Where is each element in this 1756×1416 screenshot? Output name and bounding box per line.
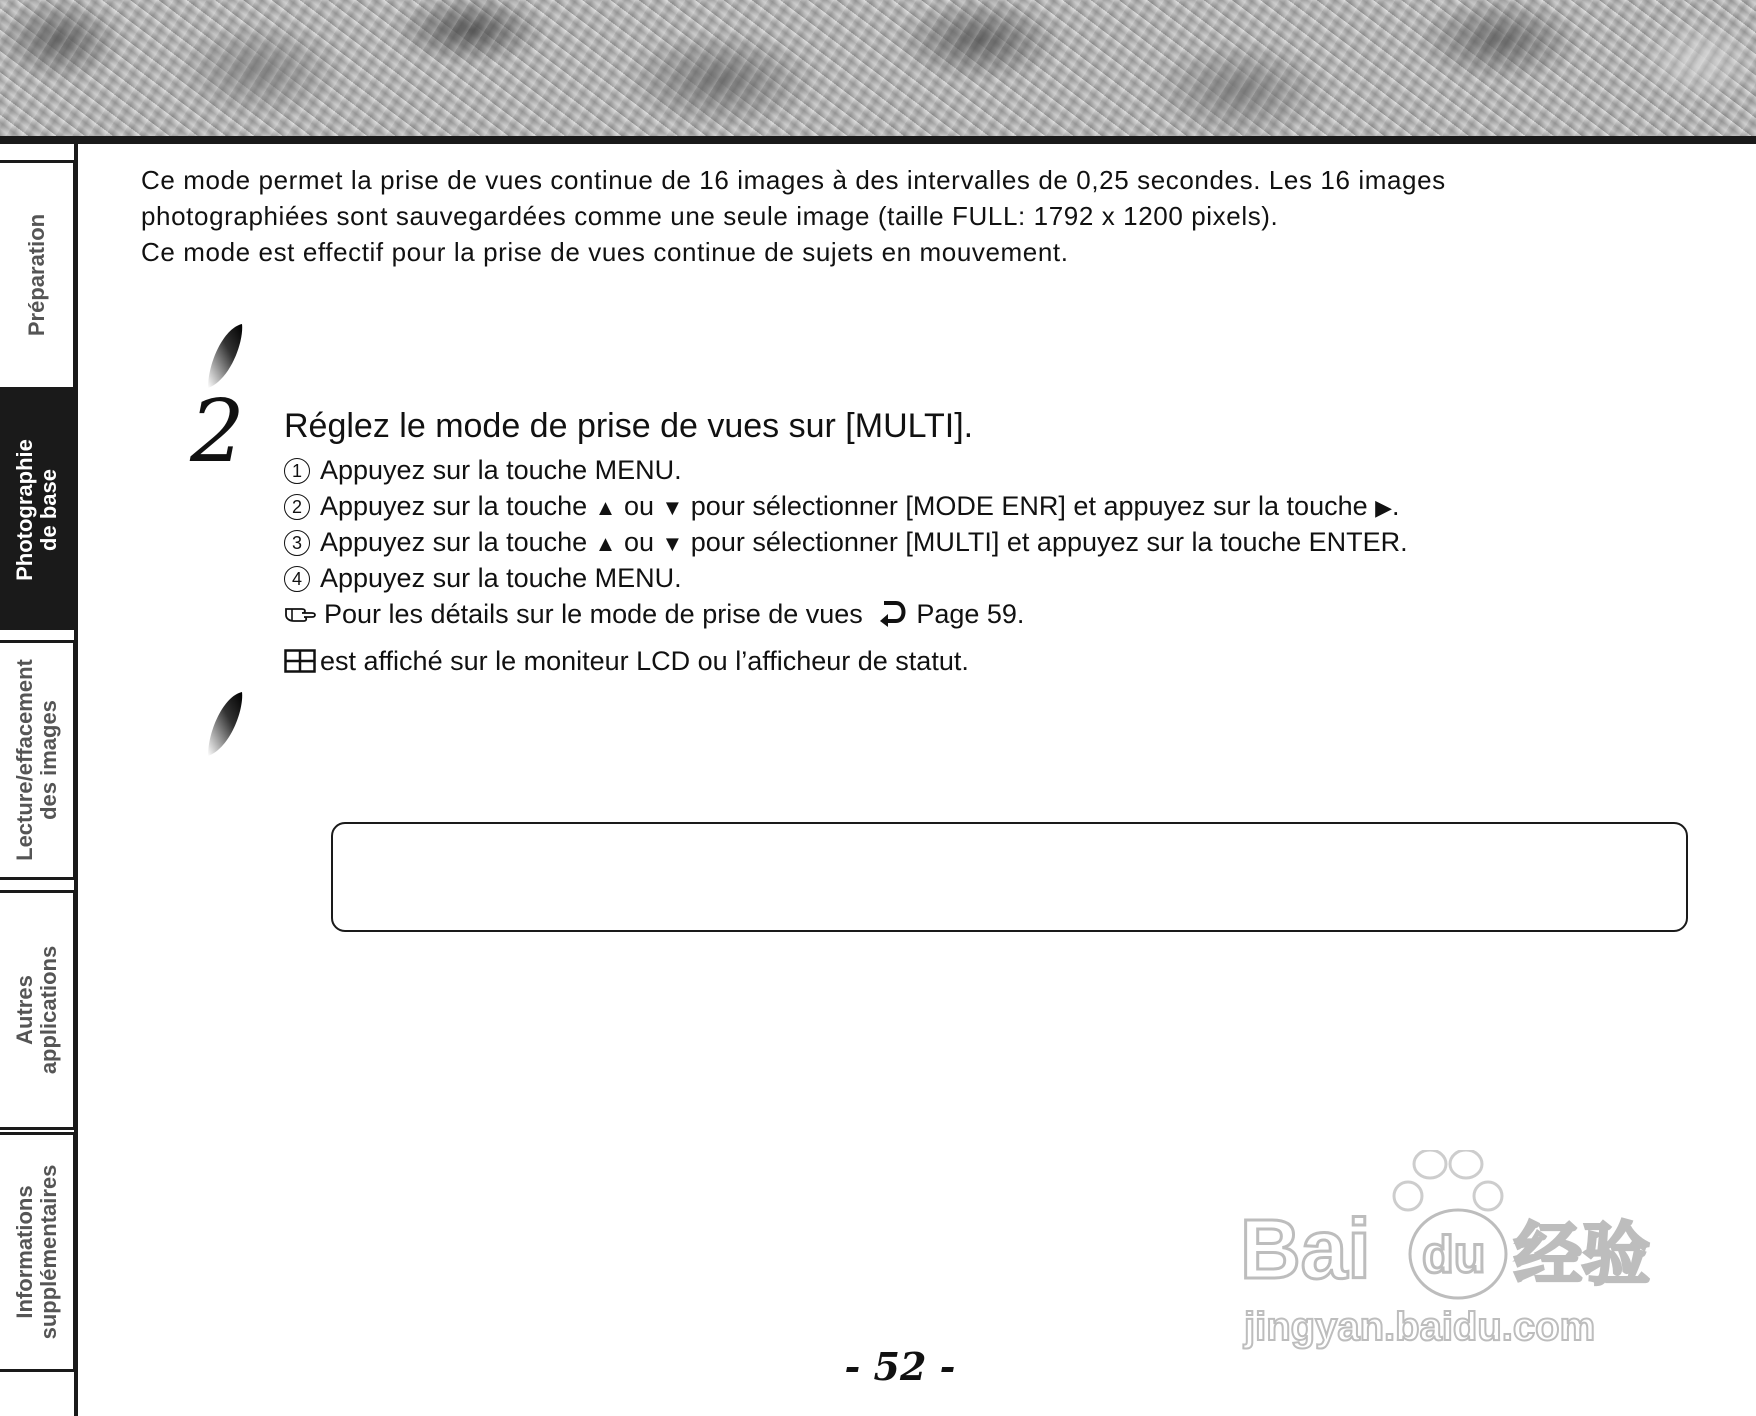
intro-line: Ce mode est effectif pour la prise de vues continue de sujets en mouvement.	[141, 237, 1069, 267]
substep-text: Appuyez sur la touche MENU.	[320, 455, 682, 485]
display-status-line	[284, 643, 969, 679]
header-rule	[0, 136, 1756, 144]
reference-page[interactable]: Page 59.	[916, 599, 1025, 629]
step-number: 2	[190, 382, 245, 482]
down-arrow-icon: ▼	[661, 531, 684, 556]
tab-informations-supplementaires[interactable]	[0, 1132, 76, 1372]
svg-text:du: du	[1422, 1226, 1486, 1284]
tab-photographie-de-base-label: Photographie de base	[11, 439, 61, 581]
down-arrow-icon: ▼	[661, 495, 684, 520]
tab-lecture-effacement[interactable]	[0, 640, 76, 880]
page-number: - 52 -	[844, 1344, 956, 1389]
substep-text: ou	[616, 491, 662, 521]
up-arrow-icon: ▲	[594, 531, 617, 556]
tab-preparation[interactable]	[0, 160, 76, 390]
tab-photographie-de-base[interactable]	[0, 390, 76, 630]
tab-preparation-label: Préparation	[23, 213, 49, 337]
tab-autres-applications-label: Autres applications	[11, 945, 61, 1075]
substep-number: 1	[284, 458, 310, 484]
substep-number: 3	[284, 530, 310, 556]
page-arrow-icon	[878, 599, 910, 627]
substep-text: ou	[616, 527, 662, 557]
svg-text:jingyan.baidu.com: jingyan.baidu.com	[1244, 1305, 1596, 1349]
note-box	[331, 822, 1688, 932]
substep-item	[284, 524, 1408, 560]
svg-text:Bai: Bai	[1240, 1202, 1371, 1296]
substep-text: Appuyez sur la touche	[320, 527, 595, 557]
substep-text: pour sélectionner [MODE ENR] et appuyez sur la touche	[683, 491, 1376, 521]
step-bullet-icon	[204, 690, 244, 760]
substep-item	[284, 452, 1408, 488]
pointing-hand-icon	[284, 603, 318, 625]
header-texture-banner	[0, 0, 1756, 136]
step-title: Réglez le mode de prise de vues sur [MULTI].	[284, 407, 974, 445]
substep-item	[284, 488, 1408, 524]
substep-text: pour sélectionner [MULTI] et appuyez sur la touche ENTER.	[683, 527, 1408, 557]
svg-text:经验: 经验	[1514, 1216, 1651, 1295]
up-arrow-icon: ▲	[594, 495, 617, 520]
intro-paragraph	[141, 162, 1701, 270]
substep-text: Appuyez sur la touche MENU.	[320, 563, 682, 593]
reference-text: Pour les détails sur le mode de prise de vues	[324, 599, 863, 629]
page-reference	[284, 596, 1024, 632]
substep-number: 4	[284, 566, 310, 592]
substep-item	[284, 560, 1408, 596]
intro-line: photographiées sont sauvegardées comme une seule image (taille FULL: 1792 x 1200 pixels).	[141, 201, 1279, 231]
tab-informations-supplementaires-label: Informations supplémentaires	[11, 1164, 61, 1340]
substep-text: .	[1392, 491, 1400, 521]
right-arrow-icon: ▶	[1375, 495, 1393, 520]
intro-line: Ce mode permet la prise de vues continue de 16 images à des intervalles de 0,25 secondes. Les 16 images	[141, 165, 1446, 195]
substep-list	[284, 452, 1408, 596]
tab-autres-applications[interactable]	[0, 890, 76, 1130]
substep-text: Appuyez sur la touche	[320, 491, 595, 521]
tab-lecture-effacement-label: Lecture/effacement des images	[11, 659, 61, 861]
display-text: est affiché sur le moniteur LCD ou l’afficheur de statut.	[320, 646, 969, 676]
multi-mode-icon	[284, 649, 316, 673]
substep-number: 2	[284, 494, 310, 520]
baidu-watermark-logo	[1240, 1150, 1660, 1350]
